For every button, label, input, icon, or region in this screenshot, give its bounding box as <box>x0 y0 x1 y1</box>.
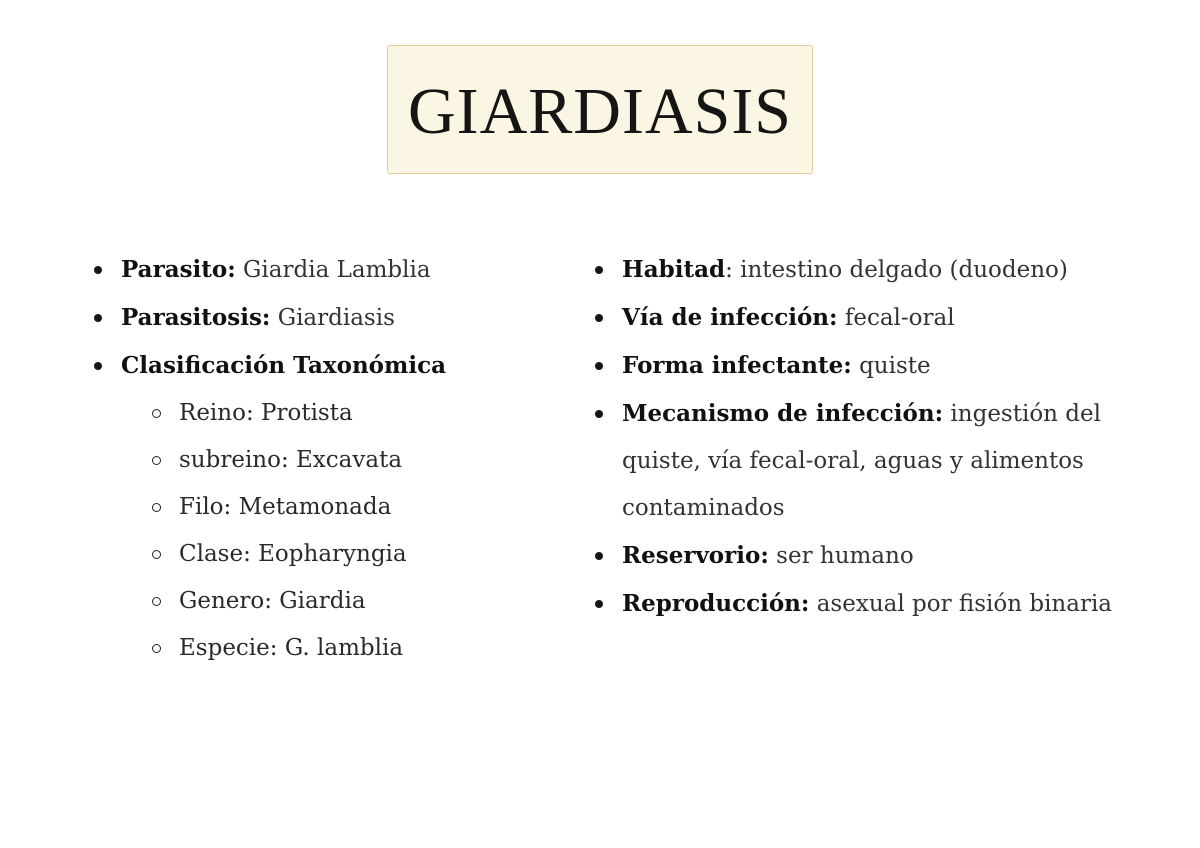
list-item-habitad <box>593 246 1173 294</box>
list-item-parasitosis <box>92 294 532 342</box>
left-column <box>92 246 532 672</box>
item-value: asexual por fisión binaria <box>809 591 1113 617</box>
right-column <box>593 246 1173 628</box>
bullet-icon <box>94 314 102 322</box>
bullet-icon <box>94 266 102 274</box>
bullet-icon <box>595 410 603 418</box>
list-item-mecanismo <box>593 390 1173 532</box>
taxonomy-text: Especie: G. lamblia <box>179 635 404 661</box>
list-item-via-infeccion <box>593 294 1173 342</box>
item-value: ingestión del quiste, vía fecal-oral, aguas y alimentos contaminados <box>622 401 1101 521</box>
taxonomy-item-especie <box>92 625 532 672</box>
item-value: ser humano <box>768 543 914 569</box>
page-title: GIARDIASIS <box>407 74 793 148</box>
item-value: Giardiasis <box>270 305 395 331</box>
item-value: Giardia Lamblia <box>235 257 431 283</box>
item-value: fecal-oral <box>837 305 955 331</box>
item-value: : intestino delgado (duodeno) <box>725 257 1068 283</box>
circle-bullet-icon <box>152 550 161 559</box>
item-label: Vía de infección: <box>622 304 838 331</box>
taxonomy-item-reino <box>92 390 532 437</box>
item-label: Reservorio: <box>622 542 769 569</box>
item-label: Mecanismo de infección: <box>622 400 944 427</box>
taxonomy-text: Genero: Giardia <box>179 588 366 614</box>
item-label: Habitad <box>622 256 726 283</box>
circle-bullet-icon <box>152 503 161 512</box>
title-box <box>387 45 813 174</box>
bullet-icon <box>595 552 603 560</box>
bullet-icon <box>595 600 603 608</box>
item-label: Reproducción: <box>622 590 810 617</box>
circle-bullet-icon <box>152 456 161 465</box>
list-item-parasito <box>92 246 532 294</box>
taxonomy-text: Reino: Protista <box>179 400 353 426</box>
item-label: Forma infectante: <box>622 352 852 379</box>
item-value: quiste <box>851 353 931 379</box>
list-item-forma-infectante <box>593 342 1173 390</box>
circle-bullet-icon <box>152 597 161 606</box>
item-label: Parasito: <box>121 256 236 283</box>
item-label: Parasitosis: <box>121 304 271 331</box>
bullet-icon <box>595 314 603 322</box>
taxonomy-item-filo <box>92 484 532 531</box>
taxonomy-item-genero <box>92 578 532 625</box>
taxonomy-text: Clase: Eopharyngia <box>179 541 407 567</box>
taxonomy-item-subreino <box>92 437 532 484</box>
list-item-reproduccion <box>593 580 1173 628</box>
taxonomy-text: Filo: Metamonada <box>179 494 392 520</box>
bullet-icon <box>94 362 102 370</box>
list-item-reservorio <box>593 532 1173 580</box>
taxonomy-item-clase <box>92 531 532 578</box>
circle-bullet-icon <box>152 644 161 653</box>
bullet-icon <box>595 362 603 370</box>
bullet-icon <box>595 266 603 274</box>
taxonomy-text: subreino: Excavata <box>179 447 403 473</box>
item-label: Clasificación Taxonómica <box>121 352 446 379</box>
list-item-clasificacion <box>92 342 532 390</box>
circle-bullet-icon <box>152 409 161 418</box>
